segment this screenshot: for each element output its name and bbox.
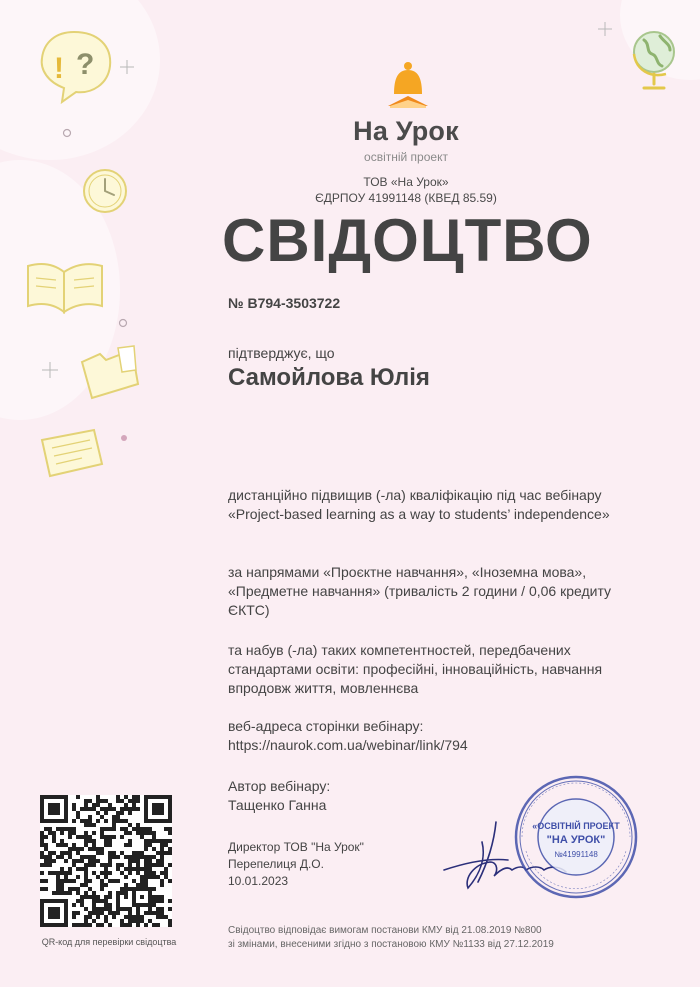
sparkle-icon bbox=[598, 22, 612, 36]
brand-subtitle: освітній проект bbox=[364, 150, 448, 164]
certificate-number: № B794-3503722 bbox=[228, 295, 341, 311]
sparkle-icon bbox=[120, 60, 134, 74]
svg-text:!: ! bbox=[54, 52, 64, 85]
organization-name: ТОВ «На Урок» bbox=[363, 175, 449, 189]
directions-paragraph: за напрямами «Проєктне навчання», «Іноземна мова», «Предметне навчання» (тривалість 2 години / 0,06 кредиту ЄКТС) bbox=[228, 564, 612, 618]
webinar-address-url[interactable]: https://naurok.com.ua/webinar/link/794 bbox=[228, 737, 468, 753]
organization-block bbox=[250, 174, 562, 206]
director-title: Директор ТОВ "На Урок" bbox=[228, 840, 364, 854]
clock-icon bbox=[80, 166, 130, 216]
author-name: Тащенко Ганна bbox=[228, 797, 327, 813]
dot-icon bbox=[120, 434, 128, 442]
stamp-line-2: "НА УРОК" bbox=[546, 834, 606, 846]
dot-icon bbox=[62, 128, 72, 138]
qr-caption: QR-код для перевірки свідоцтва bbox=[41, 937, 177, 947]
qr-code-icon[interactable] bbox=[40, 795, 172, 927]
dot-icon bbox=[118, 318, 128, 328]
recipient-name: Самойлова Юлія bbox=[228, 364, 430, 391]
legal-footer-line-1: Свідоцтво відповідає вимогам постанови КМУ від 21.08.2019 №800 bbox=[228, 925, 542, 936]
legal-footer-line-2: зі змінами, внесеними згідно з постановою КМУ №1133 від 27.12.2019 bbox=[228, 939, 554, 950]
confirms-text: підтверджує, що bbox=[228, 345, 335, 361]
svg-text:?: ? bbox=[76, 48, 95, 81]
sparkle-icon bbox=[42, 362, 58, 378]
certificate-title: СВІДОЦТВО bbox=[222, 207, 593, 274]
folder-icon bbox=[78, 344, 142, 402]
issue-date: 10.01.2023 bbox=[228, 874, 289, 888]
brand-name: На Урок bbox=[353, 116, 459, 146]
webinar-address-block bbox=[228, 717, 628, 755]
stamp-code: №41991148 bbox=[554, 850, 598, 859]
paper-icon bbox=[36, 426, 108, 482]
question-bubble-icon bbox=[34, 28, 118, 106]
open-book-icon bbox=[24, 258, 106, 316]
globe-icon bbox=[626, 26, 682, 94]
organization-stamp bbox=[512, 773, 640, 901]
competencies-paragraph: та набув (-ла) таких компетентностей, передбачених стандартами освіти: професійні, інноваційність, навчання впродовж життя, мовленнєва bbox=[228, 642, 603, 696]
qualification-paragraph: дистанційно підвищив (-ла) кваліфікацію під час вебінару «Project-based learning as a way to students’ independence» bbox=[228, 487, 610, 522]
author-label: Автор вебінару: bbox=[228, 778, 331, 794]
stamp-line-1: «ОСВІТНІЙ ПРОЕКТ bbox=[532, 821, 620, 831]
organization-codes: ЄДРПОУ 41991148 (КВЕД 85.59) bbox=[315, 191, 497, 205]
director-block bbox=[228, 839, 364, 890]
director-name: Перепелиця Д.О. bbox=[228, 857, 324, 871]
bell-logo-icon bbox=[384, 60, 432, 112]
webinar-address-label: веб-адреса сторінки вебінару: bbox=[228, 718, 424, 734]
legal-footer bbox=[228, 924, 668, 952]
